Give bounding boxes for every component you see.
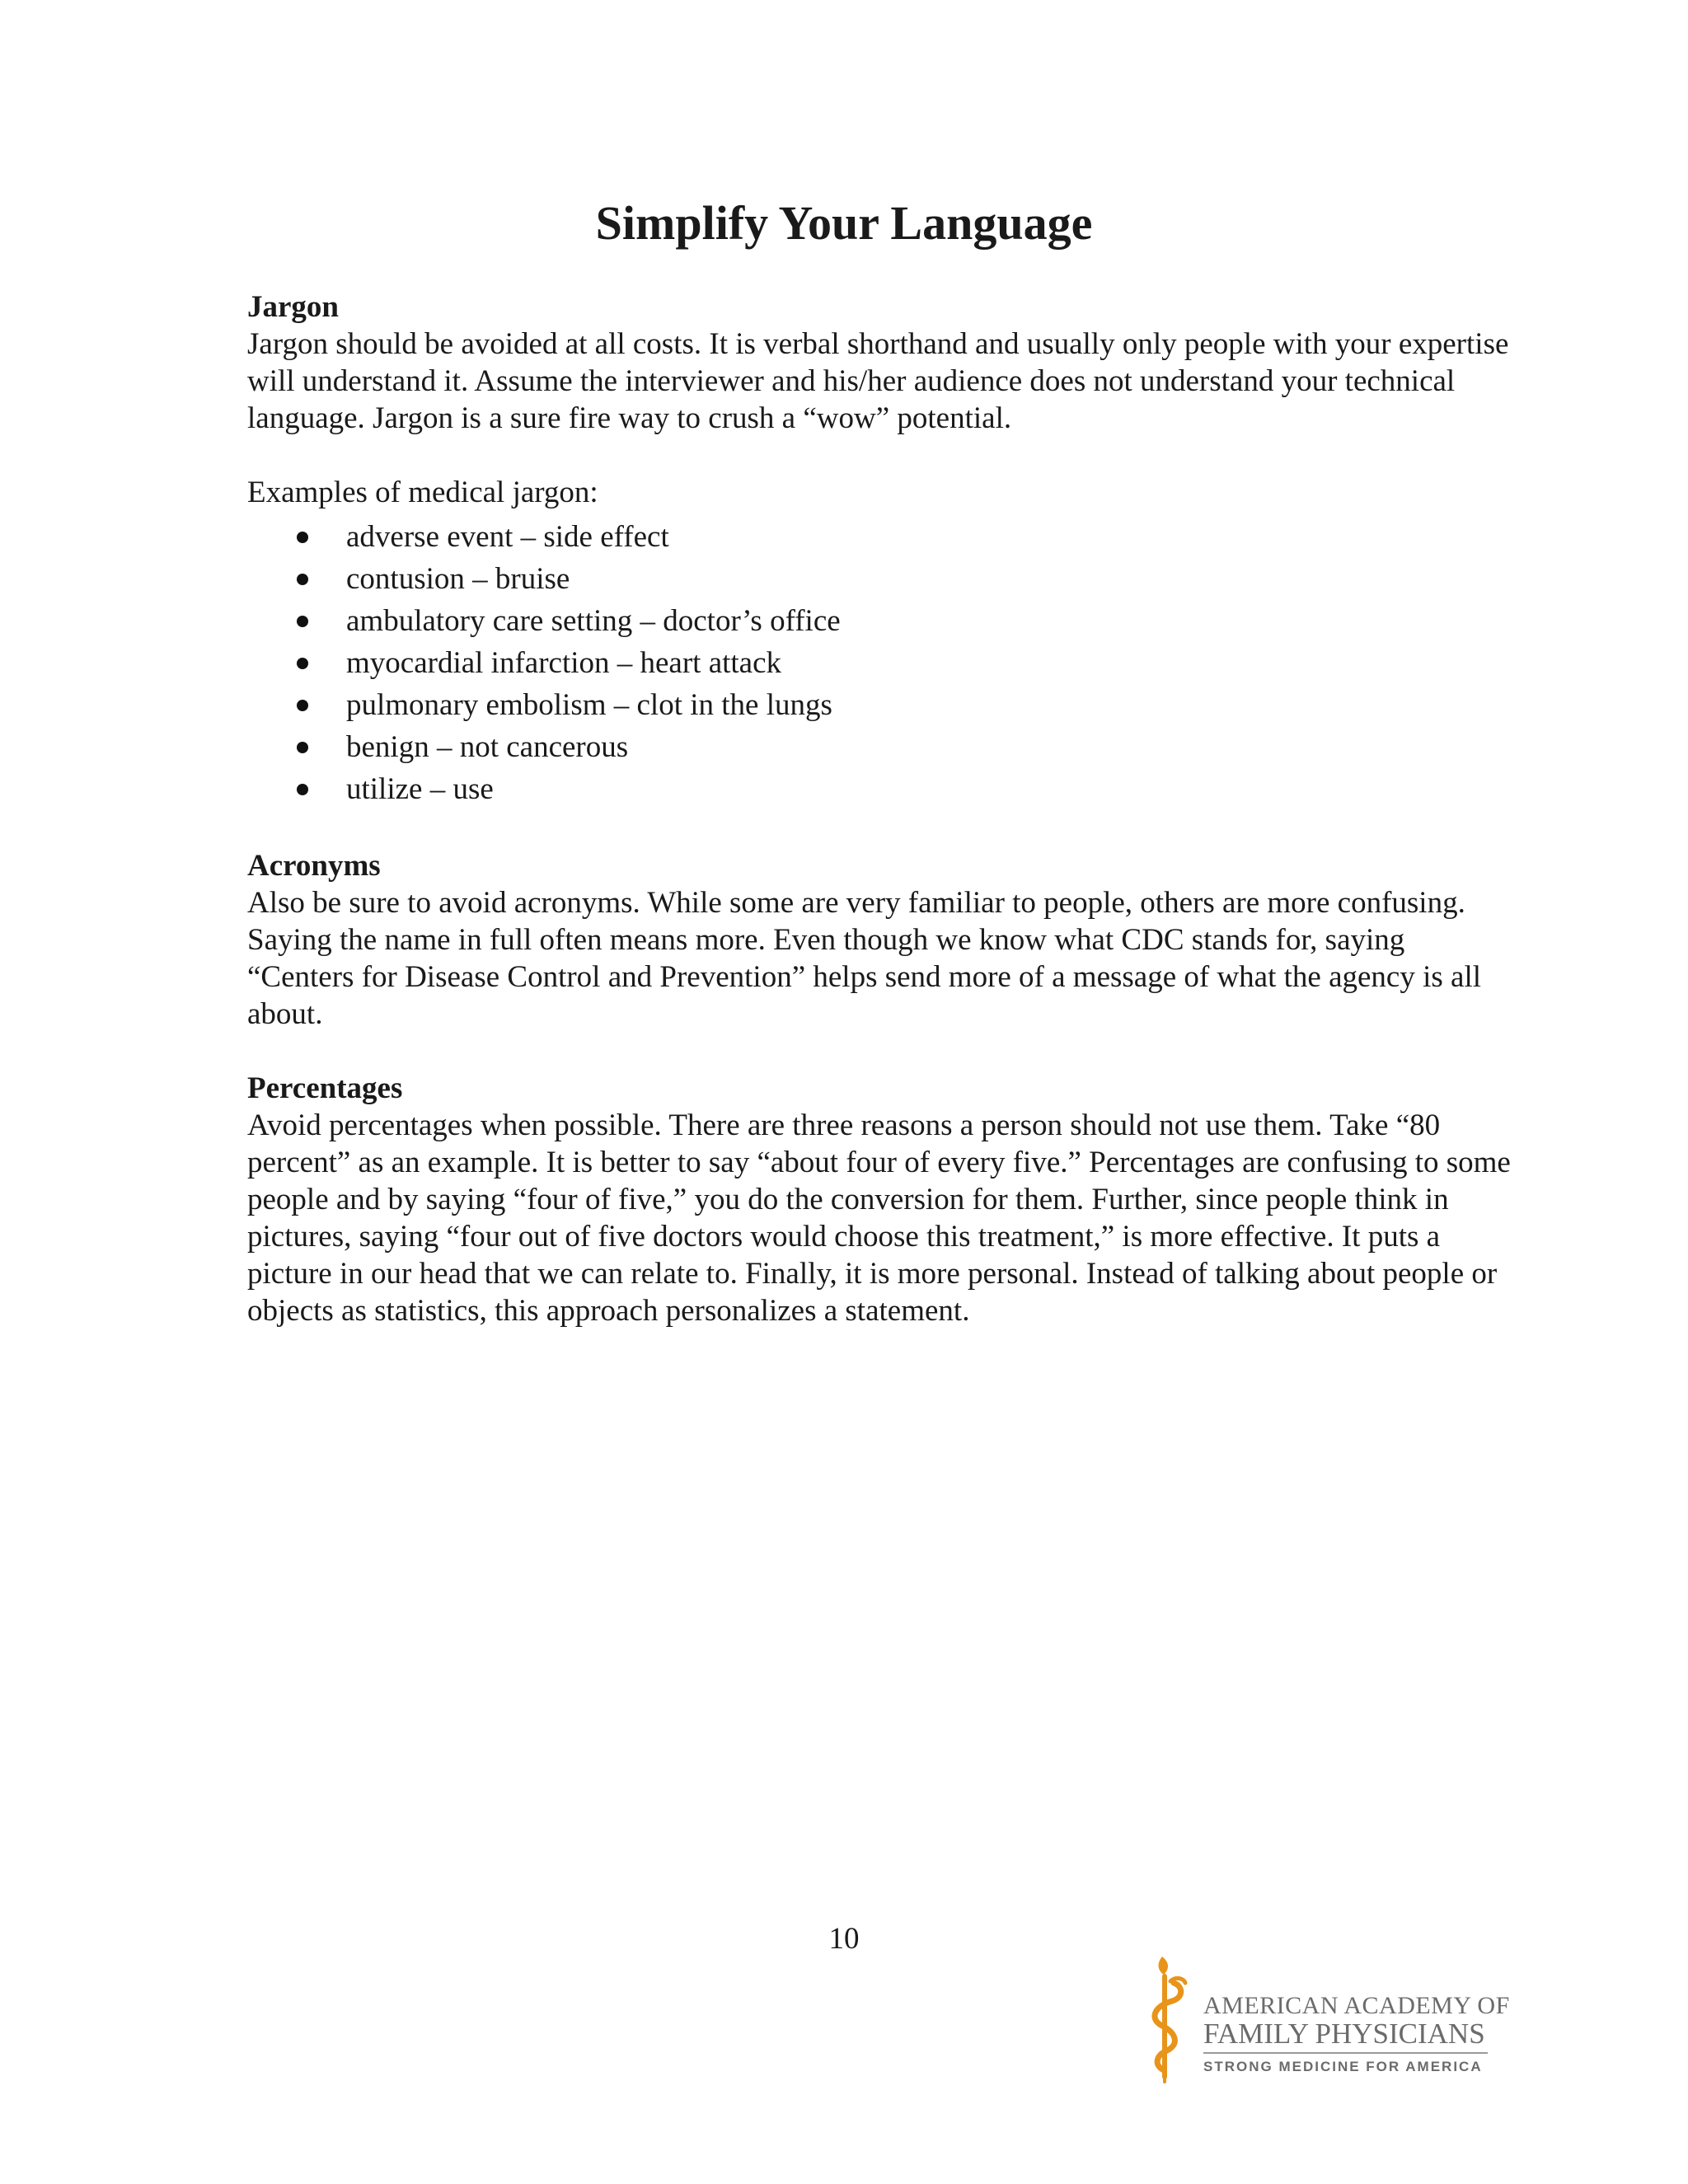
list-item-text: utilize – use	[346, 772, 494, 806]
list-item-text: benign – not cancerous	[346, 730, 629, 764]
percentages-paragraph: Avoid percentages when possible. There are three reasons a person should not use them. Take “80 percent” as an example. It is better to say “about four of every five.” Percentages are confusing to some people and by saying “four of five,” you do the conversion for them. Further, since people think in pictures, saying “four out of five doctors would choose this treatment,” is more effective. It puts a picture in our head that we can relate to. Finally, it is more personal. Instead of talking about people or objects as statistics, this approach personalizes a statement.	[247, 1108, 1511, 1328]
jargon-paragraph: Jargon should be avoided at all costs. It is verbal shorthand and usually only people with your expertise will understand it. Assume the interviewer and his/her audience does not understand your technical language. Jargon is a sure fire way to crush a “wow” potential.	[247, 327, 1509, 435]
logo-divider	[1203, 2052, 1488, 2054]
bullet-icon	[297, 700, 308, 711]
list-item-text: pulmonary embolism – clot in the lungs	[346, 688, 832, 722]
percentages-heading: Percentages	[247, 1071, 403, 1105]
jargon-examples-list	[247, 516, 1517, 810]
list-item	[247, 516, 1517, 558]
logo-line2: FAMILY PHYSICIANS	[1203, 2018, 1485, 2050]
logo-text	[1203, 1992, 1510, 2075]
jargon-heading: Jargon	[247, 290, 339, 324]
jargon-examples-intro: Examples of medical jargon:	[247, 476, 598, 509]
list-item	[247, 558, 1517, 600]
bullet-icon	[297, 784, 308, 795]
list-item	[247, 642, 1517, 684]
bullet-icon	[297, 616, 308, 627]
caduceus-icon	[1137, 1953, 1192, 2085]
logo-line1: AMERICAN ACADEMY OF	[1203, 1992, 1510, 2019]
page-content	[247, 288, 1517, 1329]
list-item-text: adverse event – side effect	[346, 520, 669, 554]
logo-tagline: STRONG MEDICINE FOR AMERICA	[1203, 2059, 1483, 2074]
bullet-icon	[297, 742, 308, 753]
list-item	[247, 600, 1517, 642]
list-item	[247, 726, 1517, 768]
list-item-text: myocardial infarction – heart attack	[346, 646, 782, 680]
list-item-text: contusion – bruise	[346, 562, 570, 596]
acronyms-paragraph: Also be sure to avoid acronyms. While some are very familiar to people, others are more confusing. Saying the name in full often means more. Even though we know what CDC stands for, saying “Centers for Disease Control and Prevention” helps send more of a message of what the agency is all about.	[247, 886, 1482, 1031]
aafp-logo	[1137, 1953, 1510, 2085]
list-item-text: ambulatory care setting – doctor’s office	[346, 604, 841, 638]
page-number: 10	[828, 1922, 860, 1956]
list-item	[247, 768, 1517, 810]
page-title: Simplify Your Language	[595, 196, 1093, 250]
bullet-icon	[297, 532, 308, 543]
list-item	[247, 684, 1517, 726]
bullet-icon	[297, 658, 308, 669]
bullet-icon	[297, 574, 308, 585]
acronyms-heading: Acronyms	[247, 849, 381, 883]
